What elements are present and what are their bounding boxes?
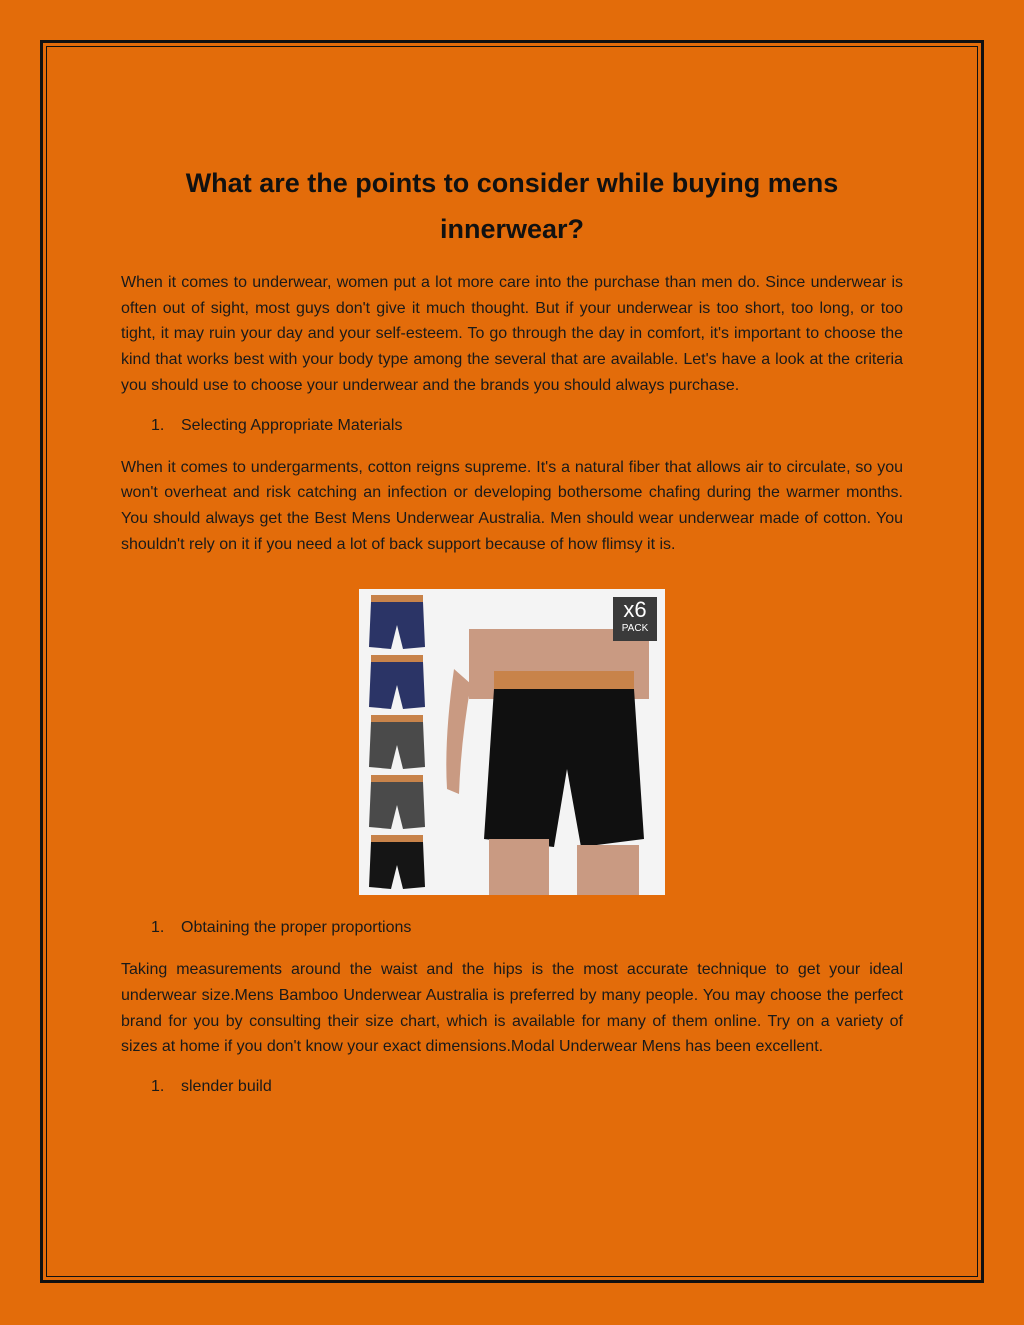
- main-boxer: [484, 689, 644, 847]
- pack-badge-count: x6: [623, 597, 647, 623]
- variant-boxer: [369, 602, 425, 649]
- variant-waistband: [371, 715, 423, 722]
- variant-boxer: [369, 722, 425, 769]
- model-leg-right: [577, 845, 639, 895]
- waistband: [494, 671, 634, 691]
- pack-badge: [613, 597, 657, 641]
- list-heading: Obtaining the proper proportions: [181, 919, 412, 937]
- materials-paragraph: When it comes to undergarments, cotton reigns supreme. It's a natural fiber that allows air to circulate, so you won't overheat and risk catching an infection or developing bothersome chafing during the warmer months. You should always get the Best Mens Underwear Australia. Men should wear underwear made of cotton. You shouldn't rely on it if you need a lot of back support because of how flimsy it is.: [121, 458, 903, 553]
- variant-boxer: [369, 782, 425, 829]
- list-heading: Selecting Appropriate Materials: [181, 416, 403, 434]
- page-title: What are the points to consider while buying mens innerwear?: [185, 168, 839, 244]
- list-item-proportions: [151, 917, 903, 939]
- model-arm: [446, 669, 471, 794]
- variant-waistband: [371, 655, 423, 662]
- list-number: 1.: [151, 416, 165, 434]
- list-heading: slender build: [181, 1078, 272, 1096]
- variant-boxer: [369, 842, 425, 889]
- model-leg-left: [489, 839, 549, 895]
- list-number: 1.: [151, 1078, 165, 1096]
- proportions-paragraph: Taking measurements around the waist and the hips is the most accurate technique to get your ideal underwear size.Mens Bamboo Underwear Australia is preferred by many people. You may choose the perfect brand for you by consulting their size chart, which is available for many of them online. Try on a variety of sizes at home if you don't know your exact dimensions.Modal Underwear Mens has been excellent.: [121, 961, 903, 1056]
- variant-boxer: [369, 662, 425, 709]
- intro-paragraph: When it comes to underwear, women put a lot more care into the purchase than men do. Since underwear is often out of sight, most guys don't give it much thought. But if your underwear is too short, too long, or too tight, it may ruin your day and your self-esteem. To go through the day in comfort, it's important to choose the kind that works best with your body type among the several that are available. Let's have a look at the criteria you should use to choose your underwear and the brands you should always purchase.: [121, 274, 903, 394]
- variant-waistband: [371, 775, 423, 782]
- list-item-materials: [151, 415, 903, 437]
- list-item-slender-build: [151, 1076, 903, 1098]
- pack-badge-label: PACK: [621, 623, 649, 635]
- variant-waistband: [371, 595, 423, 602]
- variant-waistband: [371, 835, 423, 842]
- list-number: 1.: [151, 919, 165, 937]
- product-image: [359, 589, 665, 895]
- document-content: [121, 160, 903, 1116]
